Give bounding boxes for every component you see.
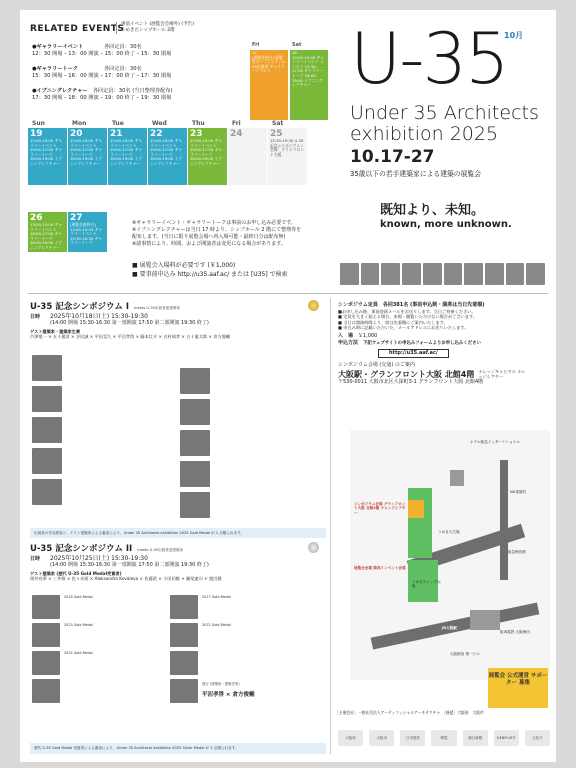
guest-photo (32, 479, 62, 505)
calendar-day-27[interactable]: 27 [展覧会最終日] 13:00-15:00 ギャラリーイベント 15:30-16:30 ギャラリートーク (68, 212, 107, 252)
apply-link[interactable]: ■ 要事前申込み http://u35.aaf.ac/ または [U35] で検索 (132, 271, 288, 278)
related-events-note: 事前イベント (展覧会会場外) (予告) うめきたシップホール 2階 (116, 22, 194, 34)
gold-medalist-photo (32, 623, 60, 647)
symposium-2-title: U-35 記念シンポジウム II (30, 544, 133, 554)
column-divider (330, 298, 331, 754)
calendar-weeks: Sun Mon Tue Wed Thu Fri Sat 19 13:00-15:00 ギャラリーイベント 16:00-17:00 ギャラリートーク 18:00-19:00 イブニングレクチャー 20 13:00-15:00 ギャラリーイベント 16:00-17:00 ギャラリートーク 18:00-19:00 イブニングレクチャー 21 13:00-15:00 ギャラリーイベント 16:00-17:00 ギャラリートーク 18:00-19:00 イブニングレクチャー 22 13:00-15:00 ギャラリーイベント 16:00-17:00 ギャラリートーク 18:00-19:00 イブニングレクチャー 23 13:00-15:00 ギャラリーイベント 16:00-17:00 ギャラリートーク 18:00-19:00 イブニングレクチャー 24 25 15:30-19:30 U-35記念シンポジウム I 会場：グランフロント大阪 26 13:00-15:00 ギャラリーイベント 16:00-17:00 ギャラリートーク 18:00-19:00 イブニングレクチャー 27 [展覧会最終日] 13:00-15:00 ギャラリーイベント 15:30-16:30 ギャラリートーク (28, 120, 307, 236)
moderator-photo (170, 679, 198, 703)
exhibition-dates: 10.17-27 (350, 147, 435, 167)
guest-photo (32, 417, 62, 443)
event-notes: ※ギャラリーイベント・ギャラリートークは事前のお申し込み必要です。 ※イブニングレクチャーは当日 17 時より、シップホール 2 階にて整理券を 配布します。(当日に限り展覧会場へ再入場可能・最終日分は配布無) ※諸事情により、時間、および開演者は変更になる場合があります。 (132, 220, 302, 247)
exhibition-subtitle: 35歳以下の若手建築家による建築の展覧会 (350, 170, 481, 178)
supporter-recruit-badge[interactable]: 展覧会 公式運営 サポーター 募集 (488, 668, 548, 708)
calendar-day-22[interactable]: 22 13:00-15:00 ギャラリーイベント 16:00-17:00 ギャラリートーク 18:00-19:00 イブニングレクチャー (148, 128, 187, 185)
calendar-day-26[interactable]: 26 13:00-15:00 ギャラリーイベント 16:00-17:00 ギャラリートーク 18:00-19:00 イブニングレクチャー (28, 212, 67, 252)
calendar-day-18[interactable]: 18 13:00-15:00 ギャラリーイベント ユニオン 15:30-17:00 ギャラリートーク 18:00-19:00 イブニングレクチャー (290, 50, 328, 120)
sponsor-logos (338, 722, 550, 754)
event-gallery-talk: ●ギャラリートーク 各回定員：30名 15：30 開場 – 16：00 開演 – 17：00 終了 – 17：30 閉場 (32, 66, 172, 80)
ticket-info: ■ 展覧会入場料が必要です (￥1,000) ■ 要事前申込み http://u35.aaf.ac/ または [U35] で検索 (132, 261, 332, 279)
guest-photo (180, 368, 210, 394)
related-events-title: RELATED EVENTS (30, 24, 125, 34)
sponsor-logo: 文化庁 (525, 730, 550, 746)
gold-medalist-photo (32, 679, 60, 703)
divider (28, 293, 548, 294)
guest-photo (32, 386, 62, 412)
guest-photo (180, 399, 210, 425)
poster-page: RELATED EVENTS 事前イベント (展覧会会場外) (予告) うめきたシップホール 2階 ●ギャラリーイベント 各回定員：30名 12：30 開場 – 13：00 開演 – 15：00 終了 – 15：30 閉場 ●ギャラリートーク 各回定員：30名 15：30 開場 – 16：00 開演 – 17：00 終了 – 17：30 閉場 ●イブニングレクチャー 各回定員：30名 (当日整理券配布) 17：30 開場 – 18：00 開演 – 19：00 終了 – 19：30 閉場 10月 Fri Sat 17 [展覧会初日] 展覧会オープニング / U-35出展者 ギャラリーイベント 18 13:00-15:00 ギャラリーイベント ユニオン 15:30-17:00 ギャラリートーク 18:00-19:00 イブニングレクチャー Sun Mon Tue Wed Thu Fri Sat 19 13:00-15:00 ギャラリーイベント 16:00-17:00 ギャラリートーク 18:00-19:00 イブニングレクチャー 20 13:00-15:00 ギャラリーイベント 16:00-17:00 ギャラリートーク 18:00-19:00 イブニングレクチャー 21 13:00-15:00 ギャラリーイベント 16:00-17:00 ギャラリートーク 18:00-19:00 イブニングレクチャー 22 13:00-15:00 ギャラリーイベント 16:00-17:00 ギャラリートーク 18:00-19:00 イブニングレクチャー 23 13:00-15:00 ギャラリーイベント 16:00-17:00 ギャラリートーク 18:00-19:00 イブニングレクチャー 24 25 15:30-19:30 U-35記念シンポジウム I 会場：グランフロント大阪 26 13:00-15:00 ギャラリーイベント 16:00-17:00 ギャラリートーク 18:00-19:00 イブニングレクチャー 27 [展覧会最終日] 13:00-15:00 ギャラリーイベント 15:30-16:30 ギャラリートーク ※ギャラリーイベント・ギャラリートークは事前のお申し込み必要です。 ※イブニングレクチャーは当日 17 時より、シップホール 2 階にて整理券を 配布します。(当日に限り展覧会場へ再入場可能・最終日分は配布無) ※諸事情により、時間、および開演者は変更になる場合があります。 ■ 展覧会入場料が必要です (￥1,000) ■ 要事前申込み http://u35.aaf.ac/ または [U35] で検索 U-35 Under 35 Architects exhibition 2025 10.17-27 35歳以下の若手建築家による建築の展覧会 既知より、未知。 known, more unknown. U-35 記念シンポジウム I meets U-35出展者達建築家 日時 2025年10月18日(土) 15:30-19:30 (14:00 開場 15:30-16:30 第一部開演 17:50 第二部開演 19:30 終了) ゲスト建築家・建築家生業 芦澤竜一 × 五十嵐淳 × 谷尻誠 × 平田晃久 × 平沼孝啓 × 藤本壮介 × 吉村靖孝 × 五十嵐太郎 × 倉方俊輔 出展者の作品発表と、ゲスト建築家による審査により、Under 35 Architects exhibition 2025 Gold Medal が 1 点贈られます。 U-35 記念シンポジウム II meets U-35出展者達建築家 日時 2025年10月25日(土) 15:30-19:30 (14:00 開場 15:30-16:30 第一部開演 17:50 第二部開演 19:30 終了) ゲスト建築家 (歴代 U-35 Gold Medal受賞者) 岡井亮華 × 三井維 × 佐々木厘 × Aleksandra Kovaleva × 佐藤敦 × 小田切駿 + 瀬尾憲司 + 渡辺健 2016 Gold Medal 2023 Gold Medal 2024 Gold Medal 2017 Gold Medal 2022 Gold Medal 進行 (建築家・建築史家) 平沼孝啓 × 倉方俊輔 歴代 U-35 Gold Medal 受賞者による審査により、Under 35 Architects exhibition 2025 Silver Medal が 1 点贈られます。 シンポジウム定員 各回381名 (事前申込制・満席は当日先着順) ■お申し込み後、事前登録メールをお送りします。当日ご持参ください。 ■ 定員を大きく超える場合、来場・観覧いただけない場合がございます。 ■ 当日は開演時間より、席は先着順にご案内いたします。 ■ 申込み時に記載いただいた、メールアドレスにお送りいたします。 入 場 ￥1,000 申込方法 下記ウェブサイトの申込みフォームよりお申し込みください http://u35.aaf.ac/ シンポジウム会場 (交通) のご案内 大阪駅・グランフロント大阪 北館4階 ナレッジキャピタル ナレッジシアター 〒530-0011 大阪市北区大深町3-1 グランフロント大阪 北館4階 ホテル阪急インターナショナル シンポジウム会場 グランフロント大阪 北館4階 ナレッジシアター 展覧会会場 関西インベント会場 うめきたシップ大阪 JR大阪駅 大阪駅前 第一ビル 阪神電鉄 大阪梅田 NU茶屋町 阪急梅田駅 うめきた広場 展覧会 公式運営 サポーター 募集 ［主催会社］一般社団法人アーティフィシャルアーキテクチャ ［後援］大阪府 大阪市 大阪府 大阪市 日刊建設 関電 朝日新聞 KENPLATZ 文化庁 (20, 10, 556, 762)
slogan-jp: 既知より、未知。 (380, 203, 485, 218)
calendar-month: 10月 (504, 31, 524, 40)
gold-medalist-photo (32, 595, 60, 619)
calendar-day-24[interactable]: 24 (228, 128, 267, 185)
title-line-2: exhibition 2025 (350, 123, 499, 145)
slogan-en: known, more unknown. (380, 219, 512, 230)
sponsor-logo: KENPLATZ (494, 730, 519, 746)
sponsor-logo: 大阪府 (338, 730, 363, 746)
sponsor-logo: 大阪市 (369, 730, 394, 746)
gold-medal-icon (308, 300, 319, 311)
guest-photo (180, 430, 210, 456)
event-evening-lecture: ●イブニングレクチャー 各回定員：30名 (当日整理券配布) 17：30 開場 – 18：00 開演 – 19：00 終了 – 19：30 閉場 (32, 88, 173, 102)
calendar-day-17[interactable]: 17 [展覧会初日] 展覧会オープニング / U-35出展者 ギャラリーイベント (250, 50, 288, 120)
symposium-1-title: U-35 記念シンポジウム I (30, 302, 130, 312)
symposium-1-footer: 出展者の作品発表と、ゲスト建築家による審査により、Under 35 Architects exhibition 2025 Gold Medal が 1 点贈られます。 (30, 528, 326, 538)
calendar-week-1: Fri Sat 17 [展覧会初日] 展覧会オープニング / U-35出展者 ギャラリーイベント 18 13:00-15:00 ギャラリーイベント ユニオン 15:30-17:00 ギャラリートーク 18:00-19:00 イブニングレクチャー (250, 36, 328, 121)
sponsor-logo: 日刊建設 (400, 730, 425, 746)
venue-map[interactable]: ホテル阪急インターナショナル シンポジウム会場 グランフロント大阪 北館4階 ナレッジシアター 展覧会会場 関西インベント会場 うめきたシップ大阪 JR大阪駅 大阪駅前 第一ビル 阪神電鉄 大阪梅田 NU茶屋町 阪急梅田駅 うめきた広場 (350, 430, 550, 680)
event-gallery-event: ●ギャラリーイベント 各回定員：30名 12：30 開場 – 13：00 開演 – 15：00 終了 – 15：30 閉場 (32, 44, 172, 58)
calendar-day-25[interactable]: 25 15:30-19:30 U-35記念シンポジウム I 会場：グランフロント大阪 (268, 128, 307, 185)
symposium-2-footer: 歴代 U-35 Gold Medal 受賞者による審査により、Under 35 Architects exhibition 2025 Silver Medal が 1 点贈られます。 (30, 743, 326, 754)
sponsor-logo: 朝日新聞 (463, 730, 488, 746)
symposium-info: シンポジウム定員 各回381名 (事前申込制・満席は当日先着順) ■お申し込み後、事前登録メールをお送りします。当日ご持参ください。 ■ 定員を大きく超える場合、来場・観覧いただけない場合がございます。 ■ 当日は開演時間より、席は先着順にご案内いたします。 ■ 申込み時に記載いただいた、メールアドレスにお送りいたします。 入 場 ￥1,000 申込方法 下記ウェブサイトの申込みフォームよりお申し込みください http://u35.aaf.ac/ シンポジウム会場 (交通) のご案内 大阪駅・グランフロント大阪 北館4階 ナレッジキャピタル ナレッジシアター 〒530-0011 大阪市北区大深町3-1 グランフロント大阪 北館4階 (338, 302, 526, 386)
guest-photo (180, 492, 210, 518)
gold-medalist-photo (170, 623, 198, 647)
calendar-day-21[interactable]: 21 13:00-15:00 ギャラリーイベント 16:00-17:00 ギャラリートーク 18:00-19:00 イブニングレクチャー (108, 128, 147, 185)
gold-medalist-photo (32, 651, 60, 675)
guest-photo (32, 355, 62, 381)
calendar-day-20[interactable]: 20 13:00-15:00 ギャラリーイベント 16:00-17:00 ギャラリートーク 18:00-19:00 イブニングレクチャー (68, 128, 107, 185)
calendar-day-23[interactable]: 23 13:00-15:00 ギャラリーイベント 16:00-17:00 ギャラリートーク 18:00-19:00 イブニングレクチャー (188, 128, 227, 185)
title-line-1: Under 35 Architects (350, 102, 539, 124)
u35-logo: U-35 (350, 18, 508, 100)
guest-photo (32, 448, 62, 474)
organizer-credits: ［主催会社］一般社団法人アーティフィシャルアーキテクチャ ［後援］大阪府 大阪市 (335, 710, 484, 715)
sponsor-logo: 関電 (431, 730, 456, 746)
gold-medalist-photo (170, 595, 198, 619)
exhibitor-photos (340, 263, 545, 285)
guest-photo (180, 461, 210, 487)
symposium-1: U-35 記念シンポジウム I meets U-35出展者達建築家 日時 2025年10月18日(土) 15:30-19:30 (14:00 開場 15:30-16:30 第一部開演 17:50 第二部開演 19:30 終了) ゲスト建築家・建築家生業 芦澤竜一 × 五十嵐淳 × 谷尻誠 × 平田晃久 × 平沼孝啓 × 藤本壮介 × 吉村靖孝 × 五十嵐太郎 × 倉方俊輔 (30, 302, 231, 340)
silver-medal-icon (308, 542, 319, 553)
symposium-2: U-35 記念シンポジウム II meets U-35出展者達建築家 日時 2025年10月25日(土) 15:30-19:30 (14:00 開場 15:30-16:30 第一部開演 17:50 第二部開演 19:30 終了) ゲスト建築家 (歴代 U-35 Gold Medal受賞者) 岡井亮華 × 三井維 × 佐々木厘 × Aleksandra Kovaleva × 佐藤敦 × 小田切駿 + 瀬尾憲司 + 渡辺健 (30, 544, 222, 582)
website-url-link[interactable]: http://u35.aaf.ac/ (378, 349, 449, 358)
calendar-day-19[interactable]: 19 13:00-15:00 ギャラリーイベント 16:00-17:00 ギャラリートーク 18:00-19:00 イブニングレクチャー (28, 128, 67, 185)
gold-medalist-photo (170, 651, 198, 675)
